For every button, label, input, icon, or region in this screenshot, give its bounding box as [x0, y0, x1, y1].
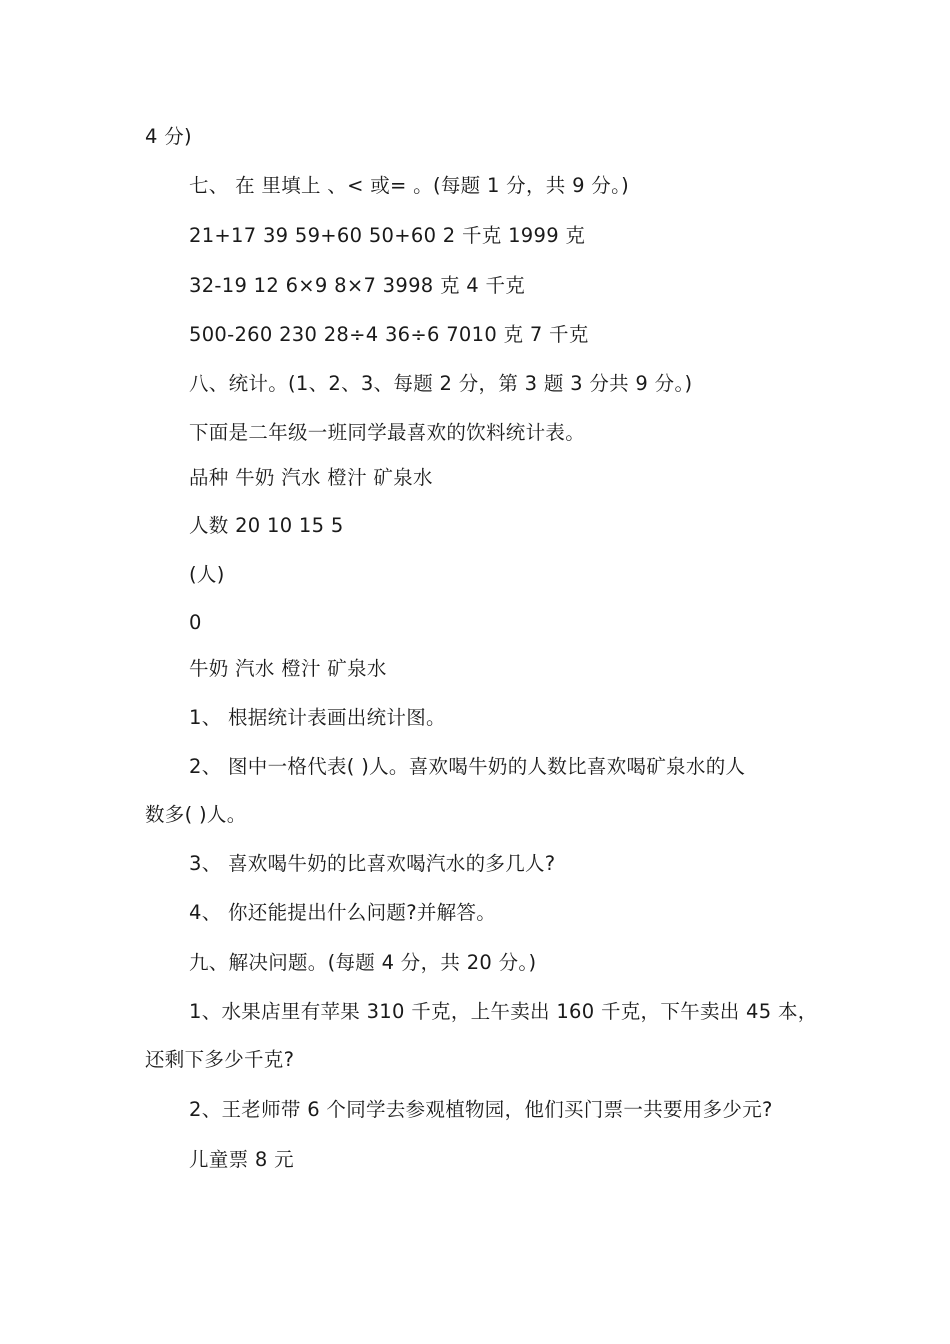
section-7-heading: 七、 在 里填上 、< 或= 。(每题 1 分，共 9 分。): [189, 174, 630, 197]
comparison-row-2: 32-19 12 6×9 8×7 3998 克 4 千克: [189, 274, 526, 297]
question-9-1-continued: 还剩下多少千克?: [145, 1048, 295, 1071]
section-9-heading: 九、解决问题。(每题 4 分，共 20 分。): [189, 951, 537, 974]
question-8-2-continued: 数多( )人。: [145, 803, 247, 826]
section-8-heading: 八、统计。(1、2、3、每题 2 分，第 3 题 3 分共 9 分。): [189, 372, 693, 395]
question-9-1: 1、水果店里有苹果 310 千克，上午卖出 160 千克，下午卖出 45 本，: [189, 1000, 818, 1023]
statistics-intro: 下面是二年级一班同学最喜欢的饮料统计表。: [189, 421, 586, 444]
chart-x-categories: 牛奶 汽水 橙汁 矿泉水: [189, 657, 387, 680]
stats-table-count-row: 人数 20 10 15 5: [189, 514, 344, 537]
stats-table-header-row: 品种 牛奶 汽水 橙汁 矿泉水: [189, 466, 433, 489]
chart-y-unit-label: (人): [189, 563, 225, 586]
question-8-1: 1、 根据统计表画出统计图。: [189, 706, 446, 729]
comparison-row-3: 500-260 230 28÷4 36÷6 7010 克 7 千克: [189, 323, 589, 346]
question-9-2: 2、王老师带 6 个同学去参观植物园，他们买门票一共要用多少元?: [189, 1098, 773, 1121]
question-8-2: 2、 图中一格代表( )人。喜欢喝牛奶的人数比喜欢喝矿泉水的人: [189, 755, 746, 778]
text-line-score-continued: 4 分): [145, 125, 192, 148]
ticket-price-label: 儿童票 8 元: [189, 1148, 294, 1171]
question-8-3: 3、 喜欢喝牛奶的比喜欢喝汽水的多几人?: [189, 852, 556, 875]
question-8-4: 4、 你还能提出什么问题?并解答。: [189, 901, 497, 924]
comparison-row-1: 21+17 39 59+60 50+60 2 千克 1999 克: [189, 224, 586, 247]
chart-origin-label: 0: [189, 611, 202, 634]
